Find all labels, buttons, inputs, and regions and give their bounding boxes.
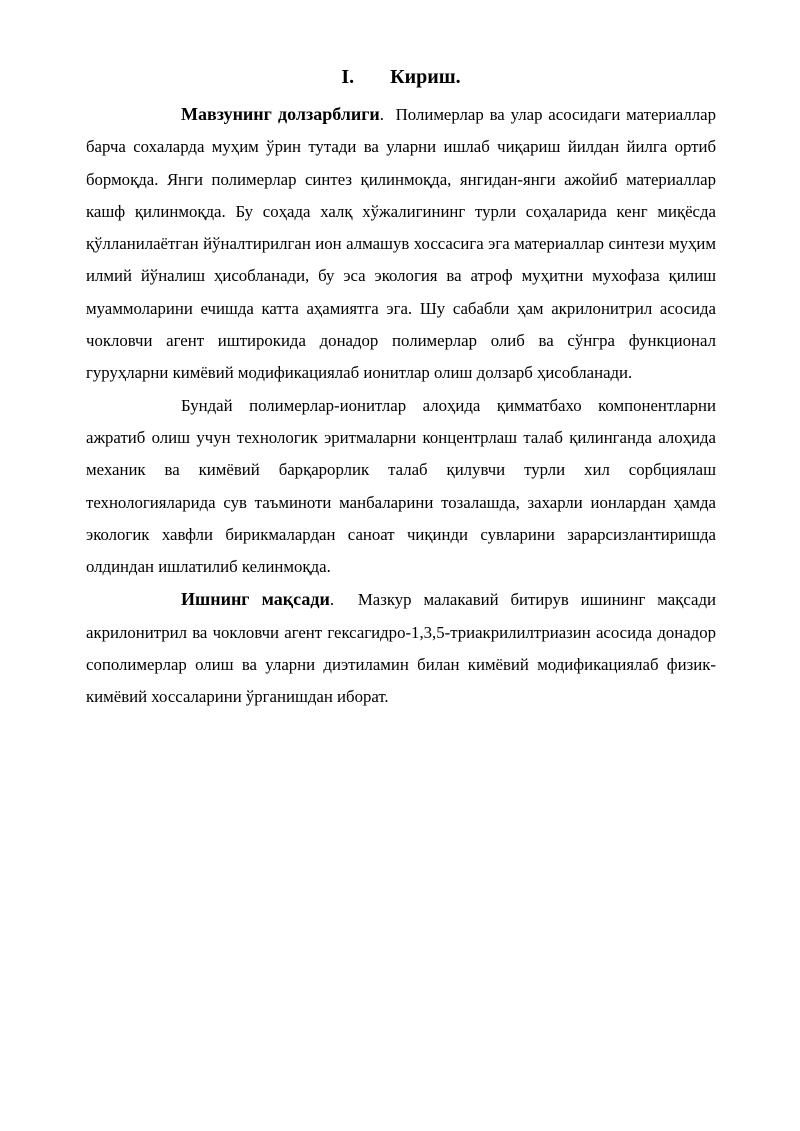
- relevance-lead-punct: .: [379, 105, 384, 124]
- relevance-lead: Мавзунинг долзарблиги: [181, 104, 380, 124]
- heading-number: I.: [341, 66, 355, 88]
- relevance-paragraph: [86, 98, 716, 390]
- application-paragraph: [86, 390, 716, 584]
- goal-paragraph: [86, 583, 716, 713]
- goal-lead-punct: .: [329, 590, 335, 610]
- relevance-text: Полимерлар ва улар асосидаги материаллар барча сохаларда муҳим ўрин тутади ва уларни ишлаб чиқариш йилдан йилга ортиб бормоқда. Янги полимерлар синтез қилинмоқда, янгидан-янги ажойиб материаллар кашф қилинмоқда. Бу соҳада халқ хўжалигининг турли соҳаларида кенг миқёсда қўлланилаётган йўналтирилган ион алмашув хоссасига эга материаллар синтези муҳим илмий йўналиш ҳисобланади, бу эса экология ва атроф муҳитни мухофаза қилиш муаммоларини ечишда катта аҳамиятга эга. Шу сабабли ҳам акрилонитрил асосида чокловчи агент иштирокида донадор полимерлар олиб ва сўнгра функционал гуруҳларни кимёвий модификациялаб ионитлар олиш долзарб ҳисобланади.: [86, 105, 716, 383]
- section-heading: [86, 63, 716, 91]
- application-text: Бундай полимерлар-ионитлар алоҳида қимматбахо компонентларни ажратиб олиш учун технологик эритмаларни концентрлаш талаб қилинганда алоҳида механик ва кимёвий барқарорлик талаб қилувчи турли хил сорбциялаш технологияларида сув таъминоти манбаларини тозалашда, захарли ионлардан ҳамда экологик хавфли бирикмалардан саноат чиқинди сувларини зарарсизлантиришда олдиндан ишлатилиб келинмоқда.: [86, 395, 716, 577]
- heading-title: Кириш.: [390, 66, 461, 88]
- goal-text: Мазкур малакавий битирув ишининг мақсади акрилонитрил ва чокловчи агент гексагидро-1,3,5-триакрилилтриазин асосида донадор сополимерлар олиш ва уларни диэтиламин билан кимёвий модификациялаб физик-кимёвий хоссаларини ўрганишдан иборат.: [86, 590, 716, 707]
- goal-lead: Ишнинг мақсади: [181, 589, 330, 610]
